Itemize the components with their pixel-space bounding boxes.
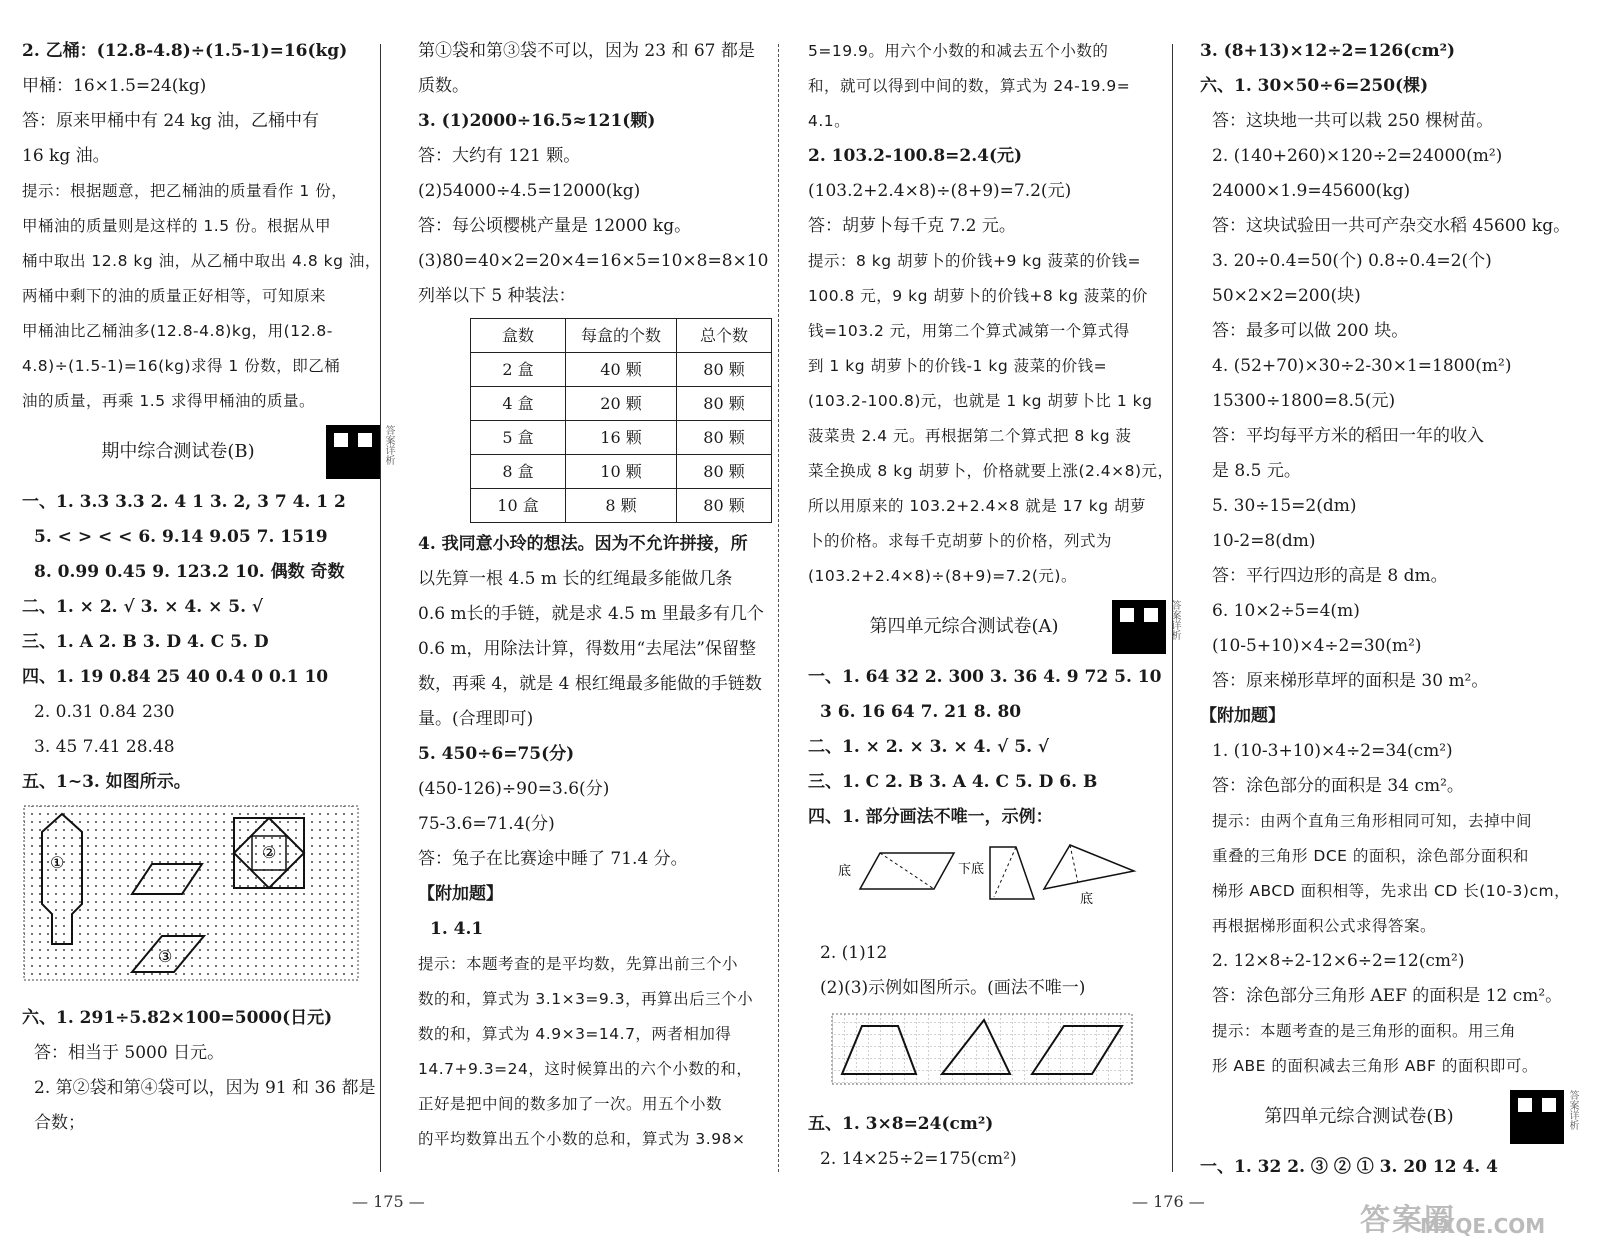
page-number-right: — 176 — <box>1132 1192 1205 1211</box>
answer-line: 四、1. 19 0.84 25 40 0.4 0 0.1 10 <box>22 667 329 687</box>
height-figure <box>808 839 1180 932</box>
answer-line: 3 6. 16 64 7. 21 8. 80 <box>820 702 1022 722</box>
answer-line: 0.6 m长的手链，就是求 4.5 m 里最多有几个 <box>418 604 764 624</box>
table-cell: 2 盒 <box>471 353 566 387</box>
answer-line: (450-126)÷90=3.6(分) <box>418 779 610 799</box>
answer-line: 答：大约有 121 颗。 <box>418 146 581 166</box>
answer-line: 二、1. × 2. × 3. × 4. √ 5. √ <box>808 737 1050 757</box>
answer-line: 10-2=8(dm) <box>1212 531 1316 551</box>
qr-caption: 答案详析 <box>383 425 394 465</box>
table-cell: 4 盒 <box>471 387 566 421</box>
answer-line: 2. 12×8÷2-12×6÷2=12(cm²) <box>1212 951 1465 971</box>
answer-line: 2. 103.2-100.8=2.4(元) <box>808 146 1023 166</box>
answer-line: (2)54000÷4.5=12000(kg) <box>418 181 641 201</box>
hint-line: 提示：根据题意，把乙桶油的质量看作 1 份， <box>22 182 348 200</box>
answer-line: 3. (1)2000÷16.5≈121(颗) <box>418 111 656 131</box>
hint-line: 油的质量，再乘 1.5 求得甲桶油的质量。 <box>22 392 316 410</box>
table-cell: 80 颗 <box>677 387 772 421</box>
answer-line: 一、1. 3.3 3.3 2. 4 1 3. 2, 3 7 4. 1 2 <box>22 492 346 512</box>
height-line <box>1070 845 1078 883</box>
answer-line: 答：每公顷樱桃产量是 12000 kg。 <box>418 216 692 236</box>
section-title <box>22 419 394 485</box>
hint-line: 数的和，算式为 3.1×3=9.3，再算出后三个小 <box>418 990 754 1008</box>
figure-label: 底 <box>838 864 852 879</box>
answer-line: 2. 乙桶：(12.8-4.8)÷(1.5-1)=16(kg) <box>22 41 348 61</box>
hint-line: 菜全换成 8 kg 胡萝卜，价格就要上涨(2.4×8)元， <box>808 462 1174 480</box>
table-cell: 10 盒 <box>471 489 566 523</box>
table-cell: 80 颗 <box>677 455 772 489</box>
qr-code-icon[interactable] <box>1510 1090 1564 1144</box>
answer-line: 16 kg 油。 <box>22 146 110 166</box>
qr-code-icon[interactable] <box>326 425 380 479</box>
grid-figure <box>808 1010 1180 1103</box>
shape-label: ③ <box>158 947 173 966</box>
answer-line: 5. 450÷6=75(分) <box>418 744 575 764</box>
hint-line: (103.2-100.8)元，也就是 1 kg 胡萝卜比 1 kg <box>808 392 1153 410</box>
answer-line: 六、1. 291÷5.82×100=5000(日元) <box>22 1008 333 1028</box>
hint-line: 再根据梯形面积公式求得答案。 <box>1212 917 1437 935</box>
answer-line: 答：这块试验田一共可产杂交水稻 45600 kg。 <box>1212 216 1571 236</box>
hint-line: 重叠的三角形 DCE 的面积，涂色部分面积和 <box>1212 847 1529 865</box>
answer-line: 5. 30÷15=2(dm) <box>1212 496 1357 516</box>
column-3 <box>808 34 1180 1177</box>
answer-line: 1. 4.1 <box>430 919 484 939</box>
section-title-text: 期中综合测试卷(B) <box>101 441 255 462</box>
watermark-logo: 答案圈 <box>1360 1203 1456 1238</box>
hint-line: 正好是把中间的数多加了一次。用五个小数 <box>418 1095 723 1113</box>
table-row <box>471 421 772 455</box>
answer-line: 1. (10-3+10)×4÷2=34(cm²) <box>1212 741 1453 761</box>
answer-line: 合数； <box>34 1113 85 1133</box>
shape-label: ② <box>262 843 277 862</box>
answer-line: 以先算一根 4.5 m 长的红绳最多能做几条 <box>418 569 733 589</box>
table-cell: 20 颗 <box>566 387 677 421</box>
hint-line: 梯形 ABCD 面积相等，先求出 CD 长(10-3)cm， <box>1212 882 1571 900</box>
answer-line: 五、1. 3×8=24(cm²) <box>808 1114 994 1134</box>
hint-line: 两桶中剩下的油的质量正好相等，可知原来 <box>22 287 327 305</box>
answer-line: 量。(合理即可) <box>418 709 534 729</box>
hint-line: 菠菜贵 2.4 元。再根据第二个算式把 8 kg 菠 <box>808 427 1132 445</box>
dot-grid-svg <box>22 804 362 984</box>
answer-line: 答：涂色部分的面积是 34 cm²。 <box>1212 776 1464 796</box>
table-header: 每盒的个数 <box>566 319 677 353</box>
table-cell: 5 盒 <box>471 421 566 455</box>
answer-line: 3. 45 7.41 28.48 <box>34 737 175 757</box>
table-header: 盒数 <box>471 319 566 353</box>
answer-line: 75-3.6=71.4(分) <box>418 814 555 834</box>
hint-line: 的平均数算出五个小数的总和，算式为 3.98× <box>418 1130 746 1148</box>
answer-line: 四、1. 部分画法不唯一，示例： <box>808 807 1053 827</box>
answer-line: 2. 第②袋和第④袋可以，因为 91 和 36 都是 <box>34 1078 376 1098</box>
height-figure-svg <box>808 839 1148 919</box>
hint-line: 卜的价格。求每千克胡萝卜的价格，列式为 <box>808 532 1113 550</box>
table-cell: 10 颗 <box>566 455 677 489</box>
hint-line: 14.7+9.3=24，这时候算出的六个小数的和， <box>418 1060 753 1078</box>
answer-line: 是 8.5 元。 <box>1212 461 1301 481</box>
height-line <box>994 847 1016 897</box>
qr-caption: 答案详析 <box>1169 600 1180 640</box>
answer-line: 答：原来甲桶中有 24 kg 油，乙桶中有 <box>22 111 320 131</box>
table-cell: 8 盒 <box>471 455 566 489</box>
answer-line: 3. 20÷0.4=50(个) 0.8÷0.4=2(个) <box>1212 251 1492 271</box>
answer-line: 2. 14×25÷2=175(cm²) <box>820 1149 1017 1169</box>
table-cell: 80 颗 <box>677 421 772 455</box>
hint-line: 到 1 kg 胡萝卜的价钱-1 kg 菠菜的价钱= <box>808 357 1108 375</box>
hint-line: 100.8 元，9 kg 胡萝卜的价钱+8 kg 菠菜的价 <box>808 287 1148 305</box>
hint-line: 数的和，算式为 4.9×3=14.7，两者相加得 <box>418 1025 732 1043</box>
watermark-url: MXQE.COM <box>1420 1214 1546 1238</box>
hint-line: 提示：本题考查的是平均数，先算出前三个小 <box>418 955 739 973</box>
answer-line: 答：平均每平方米的稻田一年的收入 <box>1212 426 1484 446</box>
table-cell: 80 颗 <box>677 489 772 523</box>
hint-line: 4.8)÷(1.5-1)=16(kg)求得 1 份数，即乙桶 <box>22 357 341 375</box>
answer-line: 4. 我同意小玲的想法。因为不允许拼接，所 <box>418 534 748 554</box>
grid-figure-svg <box>808 1010 1148 1090</box>
answer-line: 答：原来梯形草坪的面积是 30 m²。 <box>1212 671 1489 691</box>
hint-line: 提示：由两个直角三角形相同可知，去掉中间 <box>1212 812 1533 830</box>
answer-line: 答：最多可以做 200 块。 <box>1212 321 1409 341</box>
table-row <box>471 353 772 387</box>
hint-line: 钱=103.2 元，用第二个算式减第一个算式得 <box>808 322 1130 340</box>
answer-line: 2. 0.31 0.84 230 <box>34 702 175 722</box>
answer-line: 答：相当于 5000 日元。 <box>34 1043 225 1063</box>
table-row <box>471 455 772 489</box>
hint-line: 提示：8 kg 胡萝卜的价钱+9 kg 菠菜的价钱= <box>808 252 1142 270</box>
hint-line: 5=19.9。用六个小数的和减去五个小数的 <box>808 42 1109 60</box>
hint-line: 甲桶油的质量则是这样的 1.5 份。根据从甲 <box>22 217 332 235</box>
table-row <box>471 489 772 523</box>
answer-line: 三、1. C 2. B 3. A 4. C 5. D 6. B <box>808 772 1098 792</box>
column-4 <box>1200 34 1578 1185</box>
hint-line: 桶中取出 12.8 kg 油，从乙桶中取出 4.8 kg 油， <box>22 252 381 270</box>
hint-line: 4.1。 <box>808 112 851 130</box>
table-cell: 16 颗 <box>566 421 677 455</box>
table-header: 总个数 <box>677 319 772 353</box>
hint-line: 所以用原来的 103.2+2.4×8 就是 17 kg 胡萝 <box>808 497 1147 515</box>
answer-line: 4. (52+70)×30÷2-30×1=1800(m²) <box>1212 356 1512 376</box>
triangle-shape <box>1044 845 1134 889</box>
hint-line: 甲桶油比乙桶油多(12.8-4.8)kg，用(12.8- <box>22 322 333 340</box>
answer-line: (10-5+10)×4÷2=30(m²) <box>1212 636 1422 656</box>
answer-line: 15300÷1800=8.5(元) <box>1212 391 1396 411</box>
section-title-text: 第四单元综合测试卷(B) <box>1264 1106 1454 1127</box>
answer-line: 3. (8+13)×12÷2=126(cm²) <box>1200 41 1456 61</box>
qr-caption: 答案详析 <box>1567 1090 1578 1130</box>
column-1 <box>22 34 394 1141</box>
answer-line: 5. < > < < 6. 9.14 9.05 7. 1519 <box>34 527 328 547</box>
table-cell: 40 颗 <box>566 353 677 387</box>
table-cell: 80 颗 <box>677 353 772 387</box>
height-line <box>880 853 934 889</box>
answer-line: 甲桶：16×1.5=24(kg) <box>22 76 207 96</box>
answer-line: 一、1. 64 32 2. 300 3. 36 4. 9 72 5. 10 <box>808 667 1162 687</box>
qr-code-icon[interactable] <box>1112 600 1166 654</box>
answer-line: (3)80=40×2=20×4=16×5=10×8=8×10 <box>418 251 769 271</box>
answer-line: 50×2×2=200(块) <box>1212 286 1361 306</box>
answer-line: 答：兔子在比赛途中睡了 71.4 分。 <box>418 849 688 869</box>
answer-line: 2. (1)12 <box>820 943 888 963</box>
table-row <box>471 387 772 421</box>
figure-label: 下底 <box>958 862 985 877</box>
hint-line: 形 ABE 的面积减去三角形 ABF 的面积即可。 <box>1212 1057 1538 1075</box>
answer-line: 8. 0.99 0.45 9. 123.2 10. 偶数 奇数 <box>34 562 345 582</box>
section-title-text: 第四单元综合测试卷(A) <box>869 616 1059 637</box>
answer-line: (103.2+2.4×8)÷(8+9)=7.2(元) <box>808 181 1072 201</box>
column-2 <box>418 34 790 1157</box>
answer-line: 第①袋和第③袋不可以，因为 23 和 67 都是 <box>418 41 755 61</box>
answer-line: 六、1. 30×50÷6=250(棵) <box>1200 76 1429 96</box>
answer-line: 数，再乘 4，就是 4 根红绳最多能做的手链数 <box>418 674 762 694</box>
hint-line: (103.2+2.4×8)÷(8+9)=7.2(元)。 <box>808 567 1077 585</box>
dot-grid-figure <box>22 804 394 997</box>
answer-line: 质数。 <box>418 76 469 96</box>
answer-line: 24000×1.9=45600(kg) <box>1212 181 1411 201</box>
answer-line: 一、1. 32 2. ③ ② ① 3. 20 12 4. 4 <box>1200 1157 1498 1177</box>
answer-line: 答：涂色部分三角形 AEF 的面积是 12 cm²。 <box>1212 986 1563 1006</box>
answer-line: 五、1~3. 如图所示。 <box>22 772 191 792</box>
figure-label: 底 <box>1080 892 1094 907</box>
page-number-left: — 175 — <box>352 1192 425 1211</box>
extra-heading: 【附加题】 <box>418 884 503 904</box>
hint-line: 和，就可以得到中间的数，算式为 24-19.9= <box>808 77 1131 95</box>
answer-line: 2. (140+260)×120÷2=24000(m²) <box>1212 146 1503 166</box>
table-cell: 8 颗 <box>566 489 677 523</box>
section-title <box>1200 1084 1578 1150</box>
section-title <box>808 594 1180 660</box>
extra-heading: 【附加题】 <box>1200 706 1285 726</box>
packing-table <box>470 318 772 523</box>
table-header-row <box>471 319 772 353</box>
answer-line: 0.6 m，用除法计算，得数用“去尾法”保留整 <box>418 639 756 659</box>
answer-line: 6. 10×2÷5=4(m) <box>1212 601 1360 621</box>
answer-line: 列举以下 5 种装法： <box>418 286 576 306</box>
shape-label: ① <box>50 853 65 872</box>
answer-line: 答：平行四边形的高是 8 dm。 <box>1212 566 1448 586</box>
answer-line: 答：这块地一共可以栽 250 棵树苗。 <box>1212 111 1494 131</box>
answer-line: 三、1. A 2. B 3. D 4. C 5. D <box>22 632 269 652</box>
answer-line: (2)(3)示例如图所示。(画法不唯一) <box>820 978 1086 998</box>
answer-line: 答：胡萝卜每千克 7.2 元。 <box>808 216 1016 236</box>
answer-line: 二、1. × 2. √ 3. × 4. × 5. √ <box>22 597 264 617</box>
hint-line: 提示：本题考查的是三角形的面积。用三角 <box>1212 1022 1517 1040</box>
